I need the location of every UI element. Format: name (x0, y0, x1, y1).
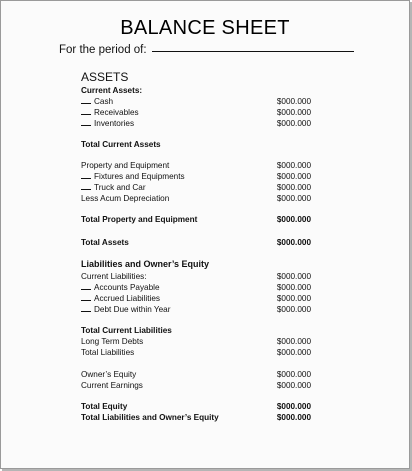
line-item-label (81, 85, 142, 96)
line-item-row (81, 171, 311, 182)
checkbox-blank[interactable] (81, 304, 91, 312)
line-item-label (81, 282, 160, 293)
line-item-row (81, 293, 311, 304)
line-item-amount (271, 85, 311, 96)
line-item-amount (271, 259, 311, 270)
line-item-row (81, 160, 311, 171)
line-item-label (81, 304, 170, 315)
line-item-label (81, 139, 161, 150)
line-item-text: Total Liabilities (81, 348, 135, 357)
line-item-label (81, 171, 185, 182)
line-item-label (81, 96, 113, 107)
line-item-text: Fixtures and Equipments (94, 172, 185, 181)
checkbox-blank[interactable] (81, 182, 91, 190)
line-item-row (81, 304, 311, 315)
line-item-label (81, 118, 134, 129)
line-item-amount: $000.000 (276, 413, 311, 422)
line-item-amount: $000.000 (276, 381, 311, 390)
checkbox-blank[interactable] (81, 282, 91, 290)
line-item-label (81, 271, 147, 282)
checkbox-blank[interactable] (81, 171, 91, 179)
line-item-text: Property and Equipment (81, 161, 170, 170)
line-item-amount (271, 325, 311, 336)
line-item-row (81, 182, 311, 193)
line-item-label (81, 214, 197, 225)
line-item-label (81, 160, 169, 171)
line-item-label (81, 380, 143, 391)
line-item-label (81, 193, 169, 204)
line-item-amount: $000.000 (276, 183, 311, 192)
line-item-row (81, 259, 311, 270)
line-item-amount: $000.000 (276, 283, 311, 292)
line-item-amount: $000.000 (276, 161, 311, 170)
line-item-label (81, 237, 129, 248)
line-item-text: Total Current Liabilities (81, 326, 172, 335)
line-item-amount: $000.000 (276, 272, 311, 281)
line-item-amount: $000.000 (276, 294, 311, 303)
line-item-text: Accrued Liabilities (94, 294, 160, 303)
period-line (59, 44, 354, 56)
line-item-text: Receivables (94, 108, 139, 117)
line-item-text: Total Liabilities and Owner’s Equity (81, 413, 219, 422)
line-item-amount: $000.000 (276, 215, 311, 224)
line-item-text: Total Property and Equipment (81, 215, 198, 224)
line-item-amount: $000.000 (276, 97, 311, 106)
line-item-text: Inventories (94, 119, 135, 128)
line-item-row (81, 282, 311, 293)
checkbox-blank[interactable] (81, 96, 91, 104)
line-item-row (81, 193, 311, 204)
line-item-text: Total Equity (81, 402, 128, 411)
line-item-text: Debt Due within Year (94, 305, 171, 314)
line-item-amount: $000.000 (276, 305, 311, 314)
line-item-text: Total Assets (81, 238, 129, 247)
line-item-label (81, 347, 134, 358)
line-item-label (81, 182, 146, 193)
line-item-label (81, 369, 136, 380)
line-item-text: Accounts Payable (94, 283, 160, 292)
line-item-text: Current Earnings (81, 381, 143, 390)
line-item-amount: $000.000 (276, 108, 311, 117)
line-item-row (81, 369, 311, 380)
line-item-text: Less Acum Depreciation (81, 194, 170, 203)
line-item-amount: $000.000 (276, 119, 311, 128)
line-item-text: Current Liabilities: (81, 272, 147, 281)
line-item-amount (271, 139, 311, 150)
line-item-label (81, 293, 160, 304)
line-item-amount: $000.000 (276, 194, 311, 203)
line-item-row (81, 412, 311, 423)
line-item-text: Cash (94, 97, 114, 106)
line-item-text: Liabilities and Owner’s Equity (81, 259, 210, 269)
line-item-amount: $000.000 (276, 402, 311, 411)
line-item-text: Total Current Assets (81, 140, 161, 149)
period-blank-field[interactable] (152, 50, 354, 52)
line-item-label (81, 336, 143, 347)
checkbox-blank[interactable] (81, 107, 91, 115)
line-item-row (81, 347, 311, 358)
line-item-row (81, 118, 311, 129)
line-item-label (81, 107, 139, 118)
line-item-amount: $000.000 (276, 238, 311, 247)
checkbox-blank[interactable] (81, 118, 91, 126)
line-item-row (81, 107, 311, 118)
assets-heading: ASSETS (81, 70, 129, 84)
line-item-text: Long Term Debts (81, 337, 144, 346)
line-item-row (81, 380, 311, 391)
line-item-row (81, 271, 311, 282)
line-item-row (81, 325, 311, 336)
sheet-title: BALANCE SHEET (120, 17, 290, 39)
line-item-row (81, 336, 311, 347)
line-item-label (81, 259, 209, 270)
line-item-text: Current Assets: (81, 86, 143, 95)
line-item-row (81, 139, 311, 150)
line-item-row (81, 96, 311, 107)
line-item-label (81, 412, 219, 423)
line-item-text: Truck and Car (94, 183, 146, 192)
line-item-amount: $000.000 (276, 172, 311, 181)
line-item-text: Owner’s Equity (81, 370, 137, 379)
line-item-row (81, 237, 311, 248)
line-item-amount: $000.000 (276, 348, 311, 357)
period-label: For the period of: (59, 44, 147, 56)
line-item-row (81, 214, 311, 225)
line-item-amount: $000.000 (276, 370, 311, 379)
checkbox-blank[interactable] (81, 293, 91, 301)
line-item-amount: $000.000 (276, 337, 311, 346)
line-item-row (81, 401, 311, 412)
line-item-label (81, 401, 127, 412)
line-item-label (81, 325, 172, 336)
line-item-row (81, 85, 311, 96)
